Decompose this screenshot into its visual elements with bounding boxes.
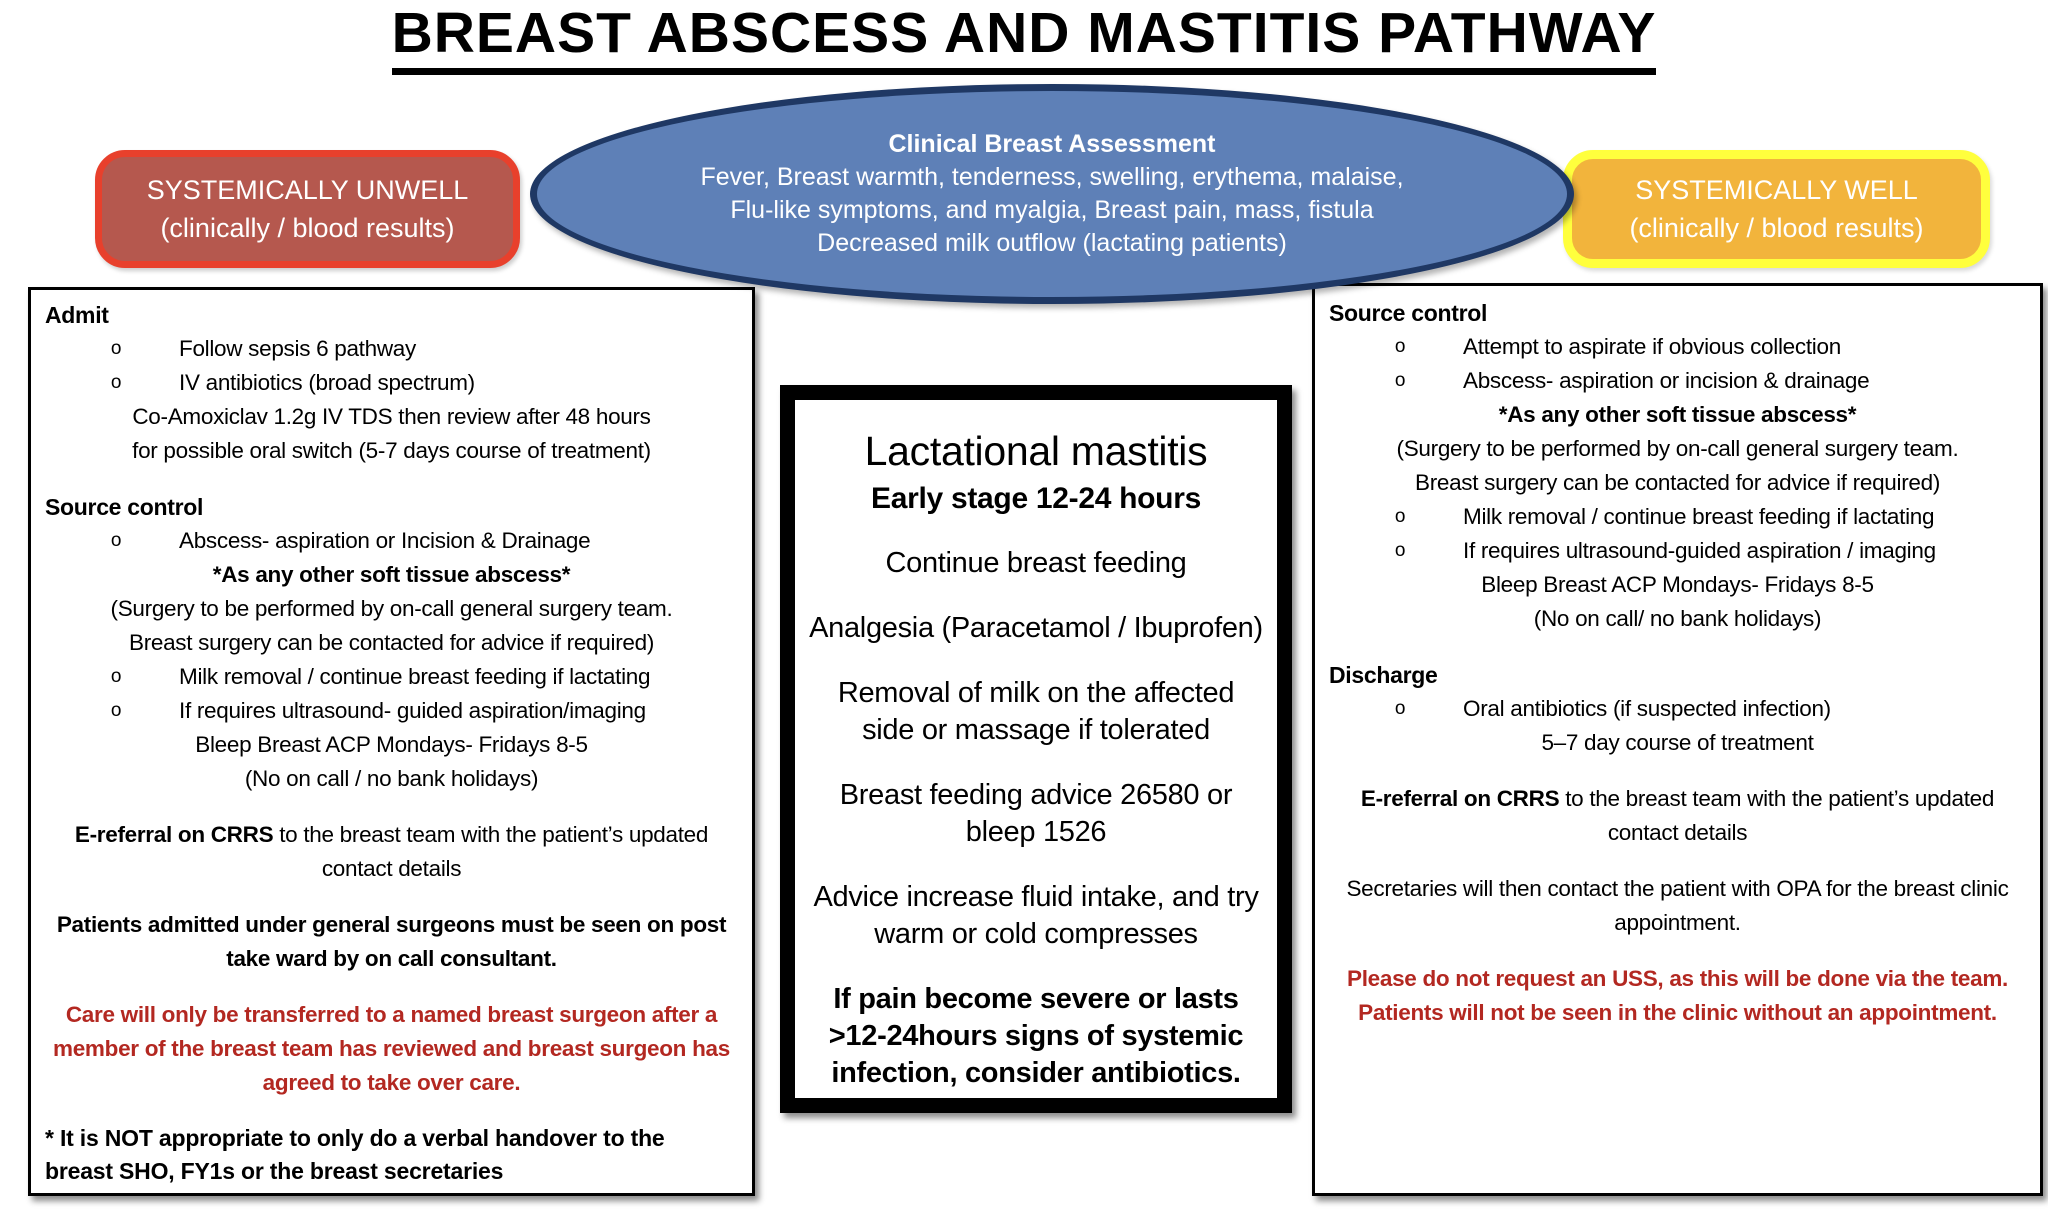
bullet-item xyxy=(45,660,738,694)
assessment-line2: Flu-like symptoms, and myalgia, Breast pain, mass, fistula xyxy=(730,196,1374,224)
bullet-item xyxy=(1329,534,2026,568)
mastitis-items xyxy=(809,545,1263,1092)
spacer xyxy=(45,468,738,490)
centered-line: Secretaries will then contact the patient with OPA for the breast clinic appointment. xyxy=(1346,876,2009,935)
bullet-marker-icon: o xyxy=(1394,506,1406,527)
bullet-item xyxy=(1329,692,2026,726)
centered-line: Bleep Breast ACP Mondays- Fridays 8-5 xyxy=(195,732,588,757)
bullet-marker-icon: o xyxy=(110,372,122,393)
bullet-item xyxy=(45,694,738,728)
bullet-marker-icon: o xyxy=(1394,540,1406,561)
unwell-pathway-panel xyxy=(28,287,755,1196)
page-title xyxy=(0,2,2048,75)
bullet-marker-icon: o xyxy=(1394,698,1406,719)
section-heading: Source control xyxy=(45,494,204,520)
mastitis-item: Advice increase fluid intake, and try warm or cold compresses xyxy=(813,881,1259,950)
bullet-marker-icon: o xyxy=(1394,336,1406,357)
centered-line: (No on call/ no bank holidays) xyxy=(1533,606,1822,631)
centered-line: Bleep Breast ACP Mondays- Fridays 8-5 xyxy=(1481,572,1874,597)
centered-line: Breast surgery can be contacted for advice if required) xyxy=(128,630,655,655)
systemically-well-box xyxy=(1563,150,1990,268)
systemically-unwell-box xyxy=(95,150,520,268)
referral-lead: E-referral on CRRS xyxy=(74,822,274,847)
bullet-marker-icon: o xyxy=(110,530,122,551)
mastitis-subtitle: Early stage 12-24 hours xyxy=(871,482,1201,515)
bullet-text: If requires ultrasound-guided aspiration / imaging xyxy=(1463,538,1936,563)
spacer xyxy=(1329,760,2026,782)
spacer xyxy=(1329,636,2026,658)
bullet-item xyxy=(45,524,738,558)
assessment-line1: Fever, Breast warmth, tenderness, swelling, erythema, malaise, xyxy=(700,163,1404,191)
mastitis-item: If pain become severe or lasts >12-24hours signs of systemic infection, consider antibiotics. xyxy=(828,983,1244,1089)
centered-line: Co-Amoxiclav 1.2g IV TDS then review after 48 hours xyxy=(132,404,651,429)
spacer xyxy=(45,1100,738,1122)
centered-line: (Surgery to be performed by on-call general surgery team. xyxy=(1396,436,1959,461)
mastitis-item: Continue breast feeding xyxy=(885,547,1187,579)
referral-rest: to the breast team with the patient’s updated contact details xyxy=(273,822,709,881)
mastitis-item: Removal of milk on the affected side or massage if tolerated xyxy=(837,677,1235,746)
centered-line: 5–7 day course of treatment xyxy=(1541,730,1814,755)
spacer xyxy=(1329,940,2026,962)
spacer xyxy=(45,796,738,818)
bullet-text: Abscess- aspiration or Incision & Drainage xyxy=(179,528,591,553)
bullet-marker-icon: o xyxy=(1394,370,1406,391)
well-line1: SYSTEMICALLY WELL xyxy=(1635,175,1918,205)
assessment-line3: Decreased milk outflow (lactating patients) xyxy=(817,229,1287,257)
bullet-marker-icon: o xyxy=(110,338,122,359)
spacer xyxy=(1329,850,2026,872)
centered-line: (No on call / no bank holidays) xyxy=(244,766,539,791)
bullet-marker-icon: o xyxy=(110,700,122,721)
centered-bold-line: *As any other soft tissue abscess* xyxy=(212,562,571,587)
centered-bold-line: *As any other soft tissue abscess* xyxy=(1498,402,1857,427)
bullet-text: Follow sepsis 6 pathway xyxy=(179,336,416,361)
bullet-item xyxy=(1329,330,2026,364)
bullet-item xyxy=(45,332,738,366)
bullet-text: Oral antibiotics (if suspected infection) xyxy=(1463,696,1831,721)
mastitis-item: Breast feeding advice 26580 or bleep 1526 xyxy=(839,779,1233,848)
bullet-item xyxy=(45,366,738,400)
bullet-text: If requires ultrasound- guided aspiration/imaging xyxy=(179,698,646,723)
bullet-text: Abscess- aspiration or incision & drainage xyxy=(1463,368,1870,393)
alert-text: Care will only be transferred to a named breast surgeon after a member of the breast team has reviewed and breast surgeon has agreed to take over care. xyxy=(53,1002,730,1095)
mastitis-item: Analgesia (Paracetamol / Ibuprofen) xyxy=(809,612,1263,644)
section-heading: Discharge xyxy=(1329,662,1438,688)
referral-rest: to the breast team with the patient’s updated contact details xyxy=(1559,786,1995,845)
assessment-heading: Clinical Breast Assessment xyxy=(888,130,1216,158)
mastitis-title: Lactational mastitis xyxy=(864,428,1208,474)
clinical-assessment-ellipse xyxy=(530,84,1574,304)
bullet-text: IV antibiotics (broad spectrum) xyxy=(179,370,475,395)
well-line2: (clinically / blood results) xyxy=(1629,213,1924,243)
bullet-item xyxy=(1329,500,2026,534)
unwell-line1: SYSTEMICALLY UNWELL xyxy=(146,175,469,205)
bullet-item xyxy=(1329,364,2026,398)
centered-bold-line: Patients admitted under general surgeons must be seen on post take ward by on call consultant. xyxy=(56,912,727,971)
bullet-marker-icon: o xyxy=(110,666,122,687)
spacer xyxy=(45,886,738,908)
footnote-text: * It is NOT appropriate to only do a verbal handover to the breast SHO, FY1s or the breast secretaries xyxy=(45,1125,665,1184)
lactational-mastitis-panel xyxy=(780,385,1292,1113)
unwell-line2: (clinically / blood results) xyxy=(160,213,455,243)
referral-line xyxy=(1329,782,2026,850)
section-heading: Admit xyxy=(45,302,109,328)
alert-text: Please do not request an USS, as this will be done via the team. Patients will not be seen in the clinic without an appointment. xyxy=(1347,966,2008,1025)
centered-line: for possible oral switch (5-7 days course of treatment) xyxy=(132,438,651,463)
section-heading: Source control xyxy=(1329,300,1488,326)
bullet-text: Attempt to aspirate if obvious collection xyxy=(1463,334,1841,359)
page-title-text: BREAST ABSCESS AND MASTITIS PATHWAY xyxy=(392,2,1657,75)
referral-lead: E-referral on CRRS xyxy=(1360,786,1560,811)
spacer xyxy=(45,976,738,998)
bullet-text: Milk removal / continue breast feeding if lactating xyxy=(1463,504,1935,529)
referral-line xyxy=(45,818,738,886)
centered-line: Breast surgery can be contacted for advice if required) xyxy=(1414,470,1941,495)
well-pathway-panel xyxy=(1312,283,2043,1196)
bullet-text: Milk removal / continue breast feeding if lactating xyxy=(179,664,651,689)
centered-line: (Surgery to be performed by on-call general surgery team. xyxy=(110,596,673,621)
